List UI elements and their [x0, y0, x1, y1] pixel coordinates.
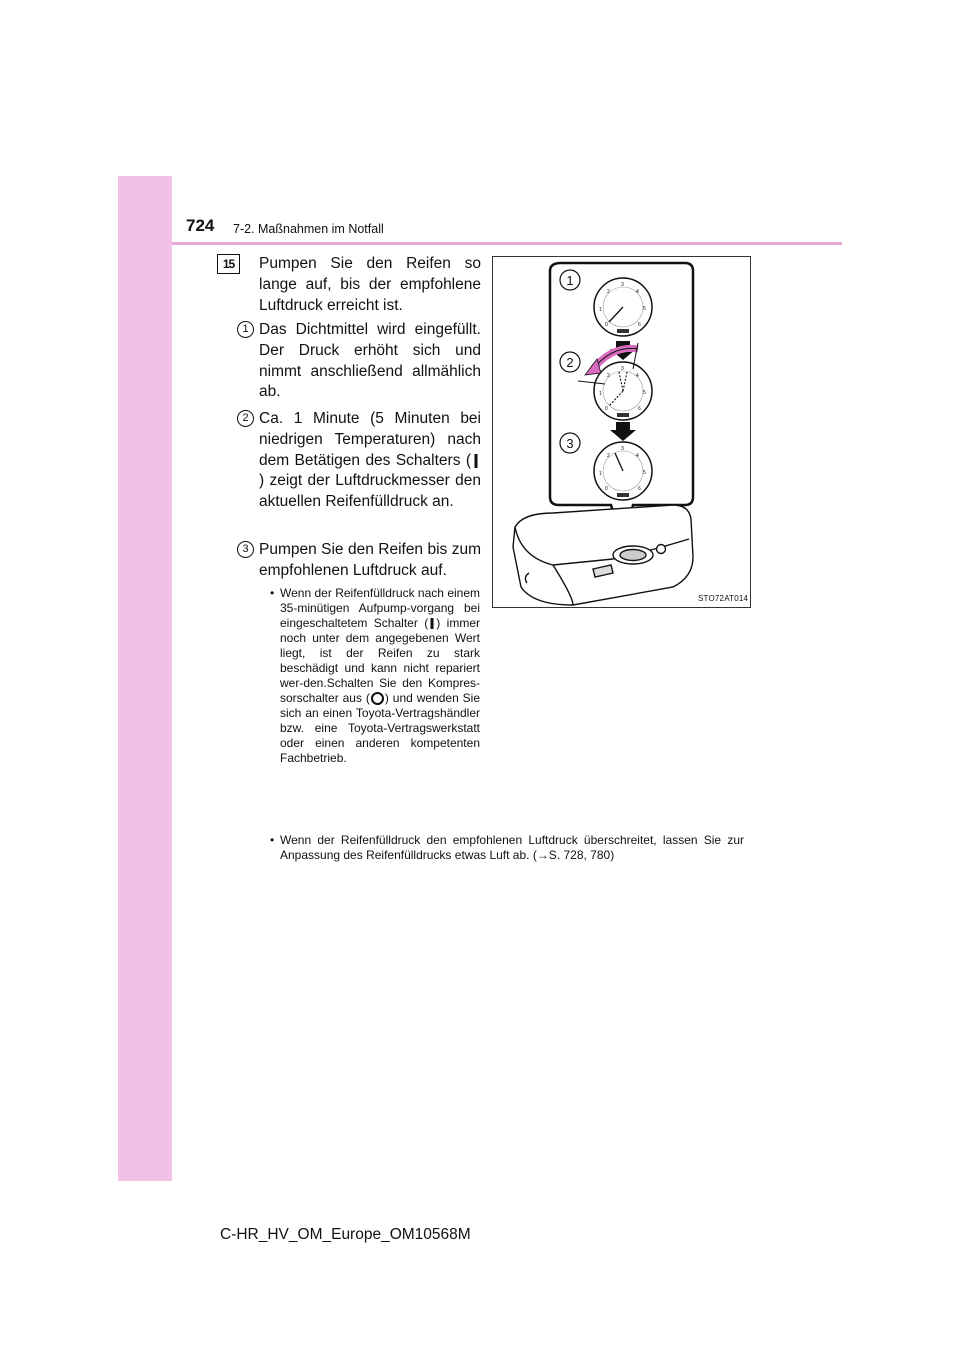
svg-text:6: 6: [638, 406, 641, 412]
svg-text:2: 2: [607, 289, 610, 295]
note-bullet-2: • Wenn der Reifenfülldruck den empfohlenen Luftdruck überschreitet, lassen Sie zur Anpassung des Reifenfülldrucks etwas Luft ab. (→S. 728, 780): [270, 833, 744, 862]
chapter-sidebar-tab: [118, 176, 172, 1181]
svg-text:6: 6: [638, 322, 641, 328]
svg-text:3: 3: [621, 446, 624, 452]
svg-text:1: 1: [599, 307, 602, 313]
figure-code: STO72AT014: [698, 594, 749, 603]
svg-text:1: 1: [599, 391, 602, 397]
svg-text:0: 0: [605, 322, 608, 328]
svg-text:5: 5: [643, 306, 646, 312]
gauge-illustration-svg: [493, 257, 750, 607]
svg-text:4: 4: [636, 453, 639, 459]
switch-on-symbol-icon: [471, 453, 481, 469]
document-footer: C-HR_HV_OM_Europe_OM10568M: [220, 1226, 471, 1243]
pressure-gauge-1: [594, 278, 652, 336]
svg-text:6: 6: [638, 486, 641, 492]
svg-text:0: 0: [605, 406, 608, 412]
substep-number-2: 2: [237, 410, 254, 427]
svg-text:2: 2: [607, 453, 610, 459]
step-text: Pumpen Sie den Reifen so lange auf, bis der empfohlene Luftdruck erreicht ist.: [259, 255, 481, 314]
substep-text-3: Pumpen Sie den Reifen bis zum empfohlenen Luftdruck auf.: [259, 541, 481, 579]
step-number-badge: 15: [217, 254, 240, 274]
section-title: 7-2. Maßnahmen im Notfall: [233, 222, 384, 236]
compressor-gauge-illustration: [492, 256, 751, 608]
svg-text:4: 4: [636, 373, 639, 379]
page-number: 724: [186, 216, 215, 235]
callout-label-3: 3: [566, 436, 574, 451]
svg-text:2: 2: [607, 373, 610, 379]
pressure-gauge-2: [594, 362, 652, 420]
svg-text:1: 1: [599, 471, 602, 477]
svg-text:3: 3: [621, 282, 624, 288]
switch-off-symbol-icon: [370, 691, 385, 706]
svg-text:5: 5: [643, 470, 646, 476]
callout-label-2: 2: [566, 355, 574, 370]
substep-text-2: Ca. 1 Minute (5 Minuten bei niedrigen Temperaturen) nach dem Betätigen des Schalters () zeigt der Luftdruckmesser den aktuellen Reifenfülldruck an.: [259, 410, 481, 511]
substep-number-3: 3: [237, 541, 254, 558]
svg-text:0: 0: [605, 486, 608, 492]
substep-text-1: Das Dichtmittel wird eingefüllt. Der Druck erhöht sich und nimmt anschließend allmählich ab.: [259, 321, 481, 401]
pressure-gauge-3: [594, 442, 652, 500]
compressor-unit: [513, 505, 693, 605]
header-divider: [172, 242, 842, 245]
svg-text:5: 5: [643, 390, 646, 396]
callout-label-1: 1: [566, 273, 574, 288]
svg-text:4: 4: [636, 289, 639, 295]
substep-number-1: 1: [237, 321, 254, 338]
svg-text:3: 3: [621, 366, 624, 372]
note-bullet-1: • Wenn der Reifenfülldruck nach einem 35-minütigen Aufpump-vorgang bei eingeschaltetem Schalter ( ) immer noch unter dem angegebenen Wert liegt, ist der Reifen zu stark beschädigt und kann nicht repariert wer-den.Schalten Sie den Kompres-sorschalter aus ( ) und wenden Sie sich an einen Toyota-Vertragshändler bzw. eine Toyota-Vertragswerkstatt oder einen anderen kompetenten Fachbetrieb.: [270, 586, 480, 766]
